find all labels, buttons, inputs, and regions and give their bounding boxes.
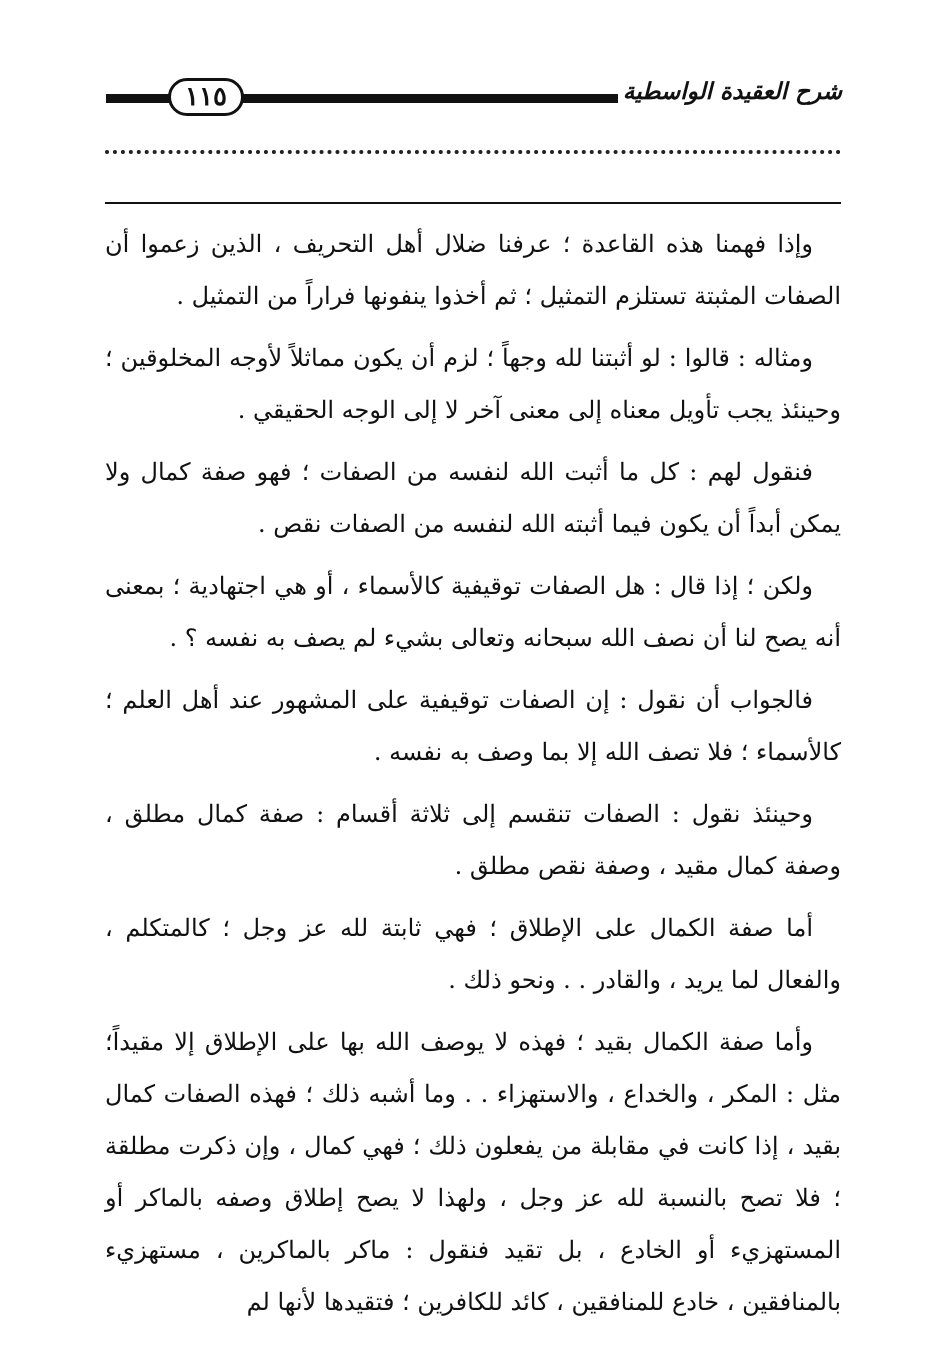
paragraph: فنقول لهم : كل ما أثبت الله لنفسه من الصفات ؛ فهو صفة كمال ولا يمكن أبداً أن يكون فيما أثبته الله لنفسه من الصفات نقص .	[105, 458, 841, 538]
paragraph: وحينئذ نقول : الصفات تنقسم إلى ثلاثة أقسام : صفة كمال مطلق ، وصفة كمال مقيد ، وصفة نقص مطلق .	[105, 800, 841, 880]
page-number: ١١٥	[168, 78, 244, 116]
dotted-separator	[105, 150, 841, 154]
paragraph: ولكن ؛ إذا قال : هل الصفات توقيفية كالأسماء ، أو هي اجتهادية ؛ بمعنى أنه يصح لنا أن نصف الله سبحانه وتعالى بشيء لم يصف به نفسه ؟ .	[105, 572, 841, 652]
paragraph: فالجواب أن نقول : إن الصفات توقيفية على المشهور عند أهل العلم ؛ كالأسماء ؛ فلا تصف الله إلا بما وصف به نفسه .	[105, 686, 841, 766]
header-rule-right	[236, 94, 618, 103]
body-text	[105, 218, 841, 1338]
book-title: شرح العقيدة الواسطية	[622, 78, 842, 105]
page-header	[100, 72, 842, 122]
paragraph: ومثاله : قالوا : لو أثبتنا لله وجهاً ؛ لزم أن يكون مماثلاً لأوجه المخلوقين ؛ وحينئذ يجب تأويل معناه إلى معنى آخر لا إلى الوجه الحقيقي .	[105, 344, 841, 424]
solid-separator	[105, 202, 841, 204]
paragraph: وإذا فهمنا هذه القاعدة ؛ عرفنا ضلال أهل التحريف ، الذين زعموا أن الصفات المثبتة تستلزم التمثيل ؛ ثم أخذوا ينفونها فراراً من التمثيل .	[105, 230, 841, 310]
paragraph: أما صفة الكمال على الإطلاق ؛ فهي ثابتة لله عز وجل ؛ كالمتكلم ، والفعال لما يريد ، والقادر . . ونحو ذلك .	[105, 914, 841, 994]
paragraph: وأما صفة الكمال بقيد ؛ فهذه لا يوصف الله بها على الإطلاق إلا مقيداً؛ مثل : المكر ، والخداع ، والاستهزاء . . وما أشبه ذلك ؛ فهذه الصفات كمال بقيد ، إذا كانت في مقابلة من يفعلون ذلك ؛ فهي كمال ، وإن ذكرت مطلقة ؛ فلا تصح بالنسبة لله عز وجل ، ولهذا لا يصح إطلاق وصفه بالماكر أو المستهزيء أو الخادع ، بل تقيد فنقول : ماكر بالماكرين ، مستهزيء بالمنافقين ، خادع للمنافقين ، كائد للكافرين ؛ فتقيدها لأنها لم	[105, 1028, 841, 1316]
